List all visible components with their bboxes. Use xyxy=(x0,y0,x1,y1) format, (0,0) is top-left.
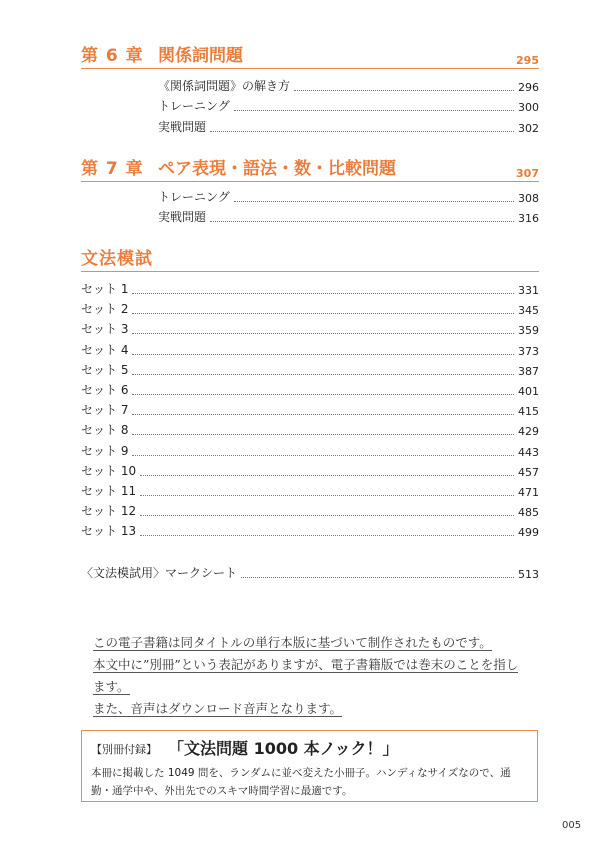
entry-label: セット 5 xyxy=(81,362,129,377)
leader-dots xyxy=(140,495,514,496)
entry-page: 415 xyxy=(518,405,539,419)
chapter-6-heading[interactable] xyxy=(81,48,539,69)
entry-label: セット 10 xyxy=(81,463,137,478)
toc-entry-set[interactable] xyxy=(81,321,539,337)
entry-label: セット 1 xyxy=(81,282,129,296)
entry-label: セット 13 xyxy=(81,524,137,539)
leader-dots xyxy=(132,414,514,415)
entry-label: 実戦問題 xyxy=(158,210,207,224)
toc-entry[interactable] xyxy=(158,119,539,135)
entry-page: 302 xyxy=(518,122,539,135)
toc-entry-set[interactable] xyxy=(81,402,539,418)
toc-entry-marksheet[interactable] xyxy=(81,565,539,581)
leader-dots xyxy=(234,110,514,111)
entry-page: 429 xyxy=(518,425,539,439)
leader-dots xyxy=(132,455,514,456)
entry-label: セット 6 xyxy=(81,383,129,397)
entry-label: 《関係詞問題》の解き方 xyxy=(158,79,291,93)
toc-entry-set[interactable] xyxy=(81,342,539,358)
leader-dots xyxy=(132,333,514,334)
leader-dots xyxy=(140,515,514,516)
leader-dots xyxy=(132,394,514,395)
entry-page: 359 xyxy=(518,324,539,338)
entry-page: 485 xyxy=(518,506,539,520)
chapter-number: 第 7 章 xyxy=(81,159,144,179)
leader-dots xyxy=(132,354,514,355)
toc-entry[interactable] xyxy=(158,78,539,94)
entry-page: 387 xyxy=(518,364,539,378)
notice-line: この電子書籍は同タイトルの単行本版に基づいて制作されたものです。 xyxy=(93,635,492,650)
entry-label: セット 3 xyxy=(81,322,129,337)
entry-label: セット 7 xyxy=(81,403,129,418)
toc-entry[interactable] xyxy=(158,209,539,225)
toc-entry-set[interactable] xyxy=(81,362,539,378)
section-title: 文法模試 xyxy=(81,249,153,269)
entry-label: 実戦問題 xyxy=(158,120,207,134)
entry-label: セット 12 xyxy=(81,504,137,519)
appendix-description: 本冊に掲載した 1049 問を、ランダムに並べ変えた小冊子。ハンディなサイズなので、通勤・通学中や、外出先でのスキマ時間学習に最適です。 xyxy=(91,767,511,797)
appendix-title: 「文法問題 1000 本ノック！」 xyxy=(168,739,399,758)
leader-dots xyxy=(234,201,514,202)
toc-entry-set[interactable] xyxy=(81,463,539,479)
leader-dots xyxy=(132,313,514,314)
entry-page: 316 xyxy=(518,212,539,225)
leader-dots xyxy=(140,475,514,476)
toc-entry-set[interactable] xyxy=(81,443,539,459)
appendix-tag: 【別冊付録】 xyxy=(91,743,157,756)
appendix-box xyxy=(81,730,538,802)
entry-page: 345 xyxy=(518,304,539,318)
chapter-page: 307 xyxy=(516,167,539,180)
leader-dots xyxy=(210,131,514,132)
entry-page: 331 xyxy=(518,284,539,297)
leader-dots xyxy=(210,221,514,222)
entry-label: セット 8 xyxy=(81,423,129,438)
notice-line: ます。 xyxy=(93,679,130,694)
entry-label: トレーニング xyxy=(158,190,230,204)
leader-dots xyxy=(132,293,514,294)
leader-dots xyxy=(140,535,514,536)
page-number: 005 xyxy=(562,820,582,831)
leader-dots xyxy=(132,434,514,435)
entry-label: セット 2 xyxy=(81,302,129,317)
chapter-7-heading[interactable] xyxy=(81,161,539,182)
entry-page: 443 xyxy=(518,445,539,459)
chapter-title: 関係詞問題 xyxy=(158,46,243,66)
entry-page: 296 xyxy=(518,81,539,94)
toc-entry-set[interactable] xyxy=(81,301,539,317)
chapter-title: ペア表現・語法・数・比較問題 xyxy=(158,159,396,179)
toc-entry-set[interactable] xyxy=(81,281,539,297)
toc-entry-set[interactable] xyxy=(81,483,539,499)
toc-entry-set[interactable] xyxy=(81,503,539,519)
entry-page: 513 xyxy=(518,568,539,581)
toc-entry-set[interactable] xyxy=(81,422,539,438)
mock-exam-heading[interactable] xyxy=(81,251,539,272)
leader-dots xyxy=(241,577,514,578)
entry-label: トレーニング xyxy=(158,99,230,113)
entry-page: 308 xyxy=(518,192,539,205)
toc-entry-set[interactable] xyxy=(81,382,539,398)
entry-page: 457 xyxy=(518,465,539,479)
entry-label: セット 4 xyxy=(81,342,129,357)
notice-line: 本文中に”別冊”という表記がありますが、電子書籍版では巻末のことを指し xyxy=(93,657,519,672)
entry-label: 〈文法模試用〉マークシート xyxy=(81,566,238,580)
chapter-page: 295 xyxy=(516,54,539,67)
entry-page: 401 xyxy=(518,385,539,398)
ebook-notice xyxy=(93,632,543,720)
leader-dots xyxy=(132,374,514,375)
entry-page: 471 xyxy=(518,486,539,499)
entry-label: セット 9 xyxy=(81,443,129,458)
toc-entry-set[interactable] xyxy=(81,523,539,539)
toc-entry[interactable] xyxy=(158,98,539,114)
chapter-number: 第 6 章 xyxy=(81,46,144,66)
entry-page: 373 xyxy=(518,344,539,358)
entry-page: 499 xyxy=(518,526,539,540)
entry-label: セット 11 xyxy=(81,484,137,498)
entry-page: 300 xyxy=(518,101,539,114)
toc-entry[interactable] xyxy=(158,189,539,205)
leader-dots xyxy=(294,90,514,91)
notice-line: また、音声はダウンロード音声となります。 xyxy=(93,701,343,716)
